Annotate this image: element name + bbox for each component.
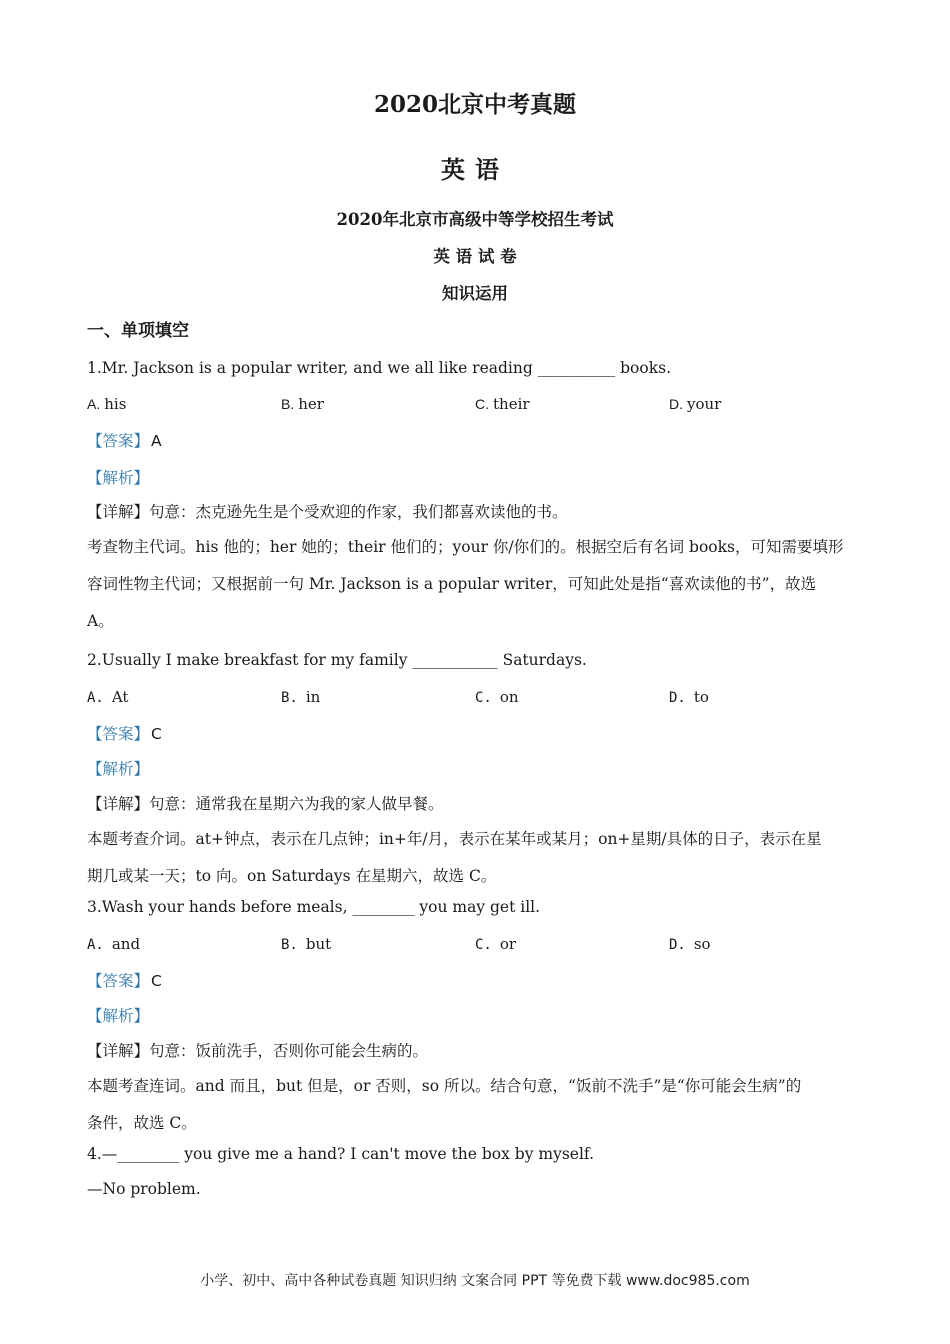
section-heading: 一、单项填空: [87, 321, 189, 341]
question-3-stem: 3.Wash your hands before meals, ________ you may get ill.: [87, 898, 541, 916]
question-1-analysis-tag: 【解析】: [87, 469, 150, 487]
question-4-stem: 4.—________ you give me a hand? I can't move the box by myself.: [87, 1145, 595, 1163]
question-1-answer: 【答案】 A: [87, 432, 162, 450]
exam-name: 2020年北京市高级中等学校招生考试: [336, 210, 614, 229]
question-1-detail: 【详解】句意：杰克逊先生是个受欢迎的作家，我们都喜欢读他的书。: [87, 503, 568, 521]
question-3-detail: 【详解】句意：饭前洗手，否则你可能会生病的。: [87, 1042, 429, 1060]
question-2-detail: 【详解】句意：通常我在星期六为我的家人做早餐。: [87, 795, 444, 813]
question-3-answer: 【答案】 C: [87, 972, 162, 990]
question-2-option-a: A. At: [87, 688, 129, 706]
question-2-option-c: C. on: [475, 688, 519, 706]
paper-name: 英 语 试 卷: [433, 247, 517, 266]
footer-text: 小学、初中、高中各种试卷真题 知识归纳 文案合同 PPT 等免费下载 www.doc985.com: [200, 1273, 750, 1289]
question-3-explanation-line-1: 本题考查连词。and 而且，but 但是，or 否则，so 所以。结合句意，“饭前不洗手”是“你可能会生病”的: [87, 1077, 802, 1095]
part-name: 知识运用: [442, 284, 508, 303]
question-3-option-d: D. so: [669, 935, 711, 953]
question-1-option-d: D. your: [669, 395, 722, 413]
question-3-option-b: B. but: [281, 935, 332, 953]
question-1-explanation-line-1: 考查物主代词。his 他的；her 她的；their 他们的；your 你/你们的。根据空后有名词 books，可知需要填形: [87, 538, 844, 556]
question-1-explanation-line-2: 容词性物主代词；又根据前一句 Mr. Jackson is a popular writer，可知此处是指“喜欢读他的书”，故选: [87, 575, 817, 593]
question-2-explanation-line-1: 本题考查介词。at+钟点，表示在几点钟；in+年/月，表示在某年或某月；on+星期/具体的日子，表示在星: [87, 830, 822, 848]
question-3-option-a: A. and: [87, 935, 141, 953]
question-4-reply: —No problem.: [87, 1180, 201, 1198]
question-1-option-b: B. her: [281, 395, 324, 413]
question-1-option-c: C. their: [475, 395, 530, 413]
question-1-option-a: A. his: [87, 395, 127, 413]
question-1-stem: 1.Mr. Jackson is a popular writer, and we all like reading __________ books.: [87, 359, 671, 377]
subject-heading: 英语: [441, 155, 509, 184]
document-title: 2020北京中考真题: [373, 91, 576, 118]
question-3-explanation-line-2: 条件，故选 C。: [87, 1114, 197, 1132]
question-2-explanation-line-2: 期几或某一天；to 向。on Saturdays 在星期六，故选 C。: [87, 867, 497, 885]
question-2-option-b: B. in: [281, 688, 321, 706]
question-3-analysis-tag: 【解析】: [87, 1007, 150, 1025]
question-2-answer: 【答案】 C: [87, 725, 162, 743]
question-1-explanation-line-3: A。: [87, 612, 114, 630]
question-2-option-d: D. to: [669, 688, 709, 706]
question-2-analysis-tag: 【解析】: [87, 760, 150, 778]
question-2-stem: 2.Usually I make breakfast for my family ___________ Saturdays.: [87, 651, 587, 669]
question-3-option-c: C. or: [475, 935, 517, 953]
